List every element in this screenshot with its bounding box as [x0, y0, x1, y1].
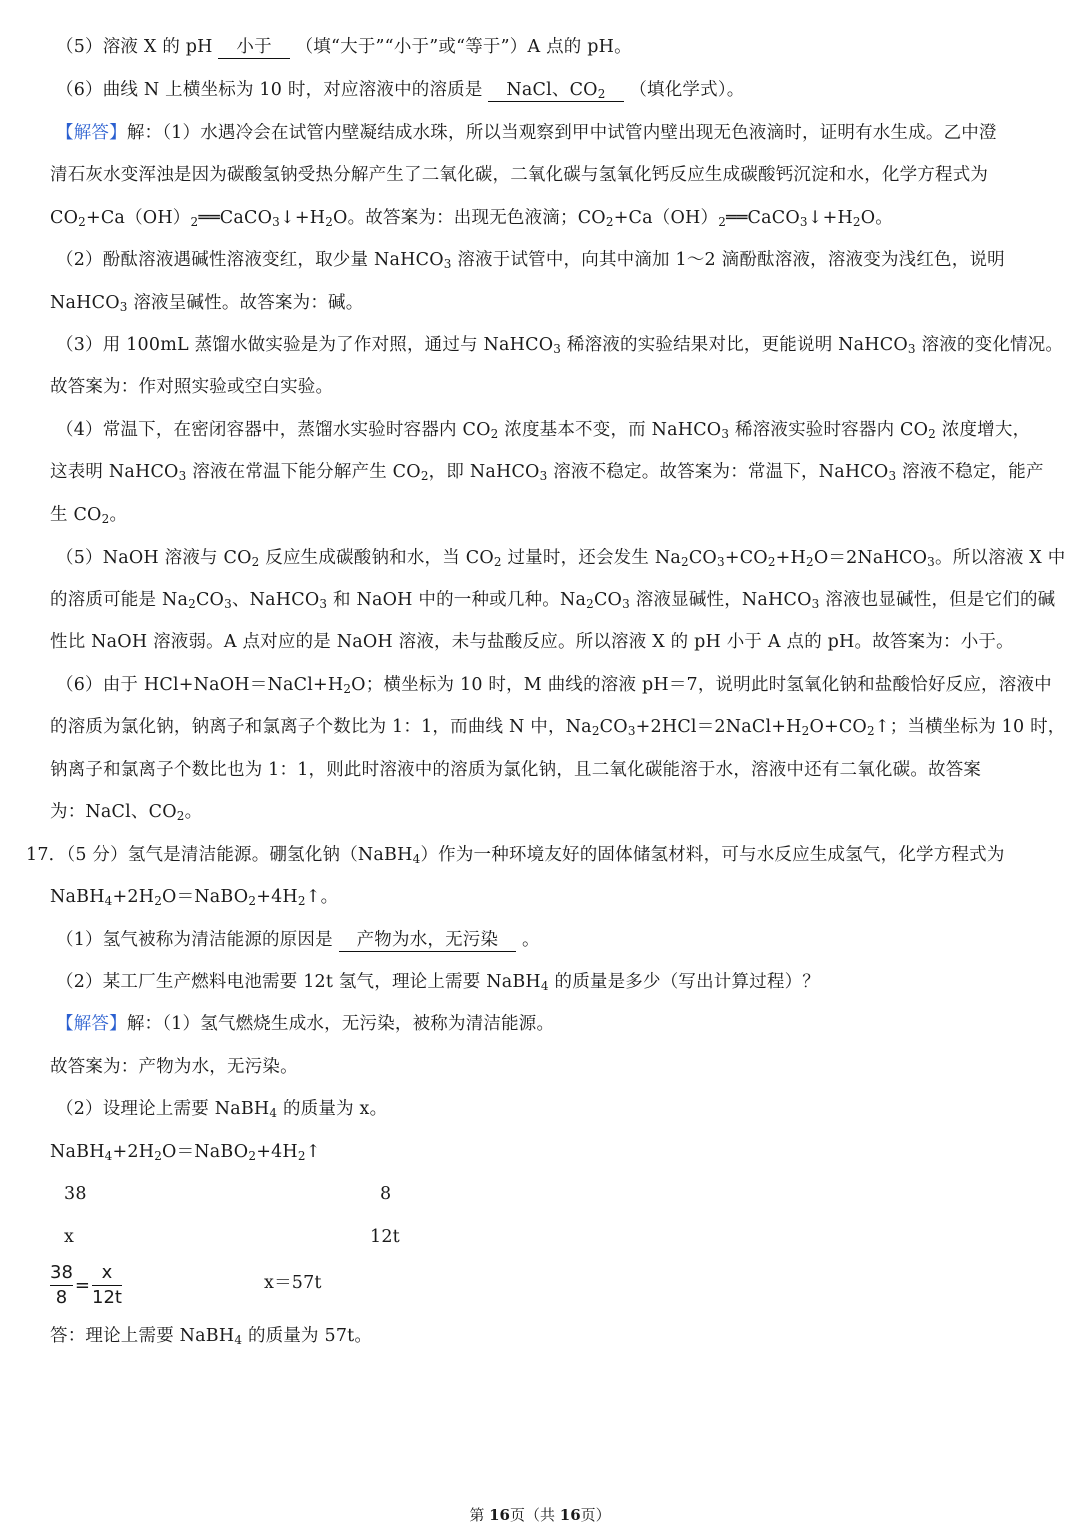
question-17-part-2: （2）某工厂生产燃料电池需要 12t 氢气，理论上需要 NaBH$_4$ 的质量是多少（写出计算过程）？: [56, 972, 820, 993]
solution-line: 【解答】解：（1）水遇冷会在试管内壁凝结成水珠，所以当观察到甲中试管内壁出现无色液滴时，证明有水生成。乙中澄: [56, 123, 997, 143]
paragraph-line: （2）酚酞溶液遇碱性溶液变红，取少量 NaHCO$_3$ 溶液于试管中，向其中滴加 1～2 滴酚酞溶液，溶液变为浅红色，说明: [56, 250, 1005, 271]
chemical-equation-line: $NaBH_4+2H_2O=NaBO_2+4H_2↑$。: [50, 887, 339, 908]
fraction-left: $\frac{38}{8}$: [50, 1262, 73, 1308]
mass-ratio-right: 8: [380, 1184, 392, 1204]
paragraph-line: （4）常温下，在密闭容器中，蒸馏水实验时容器内 $CO_2$ 浓度基本不变，而 NaHCO$_3$ 稀溶液实验时容器内 $CO_2$ 浓度增大，: [56, 420, 1031, 441]
paragraph-line: （3）用 100mL 蒸馏水做实验是为了作对照，通过与 NaHCO$_3$ 稀溶液的实验结果对比，更能说明 NaHCO$_3$ 溶液的变化情况。: [56, 335, 1064, 356]
page-footer: 第 16页（共 16页）: [469, 1506, 611, 1524]
total-pages: 16: [559, 1506, 581, 1524]
paragraph-line: （5）NaOH 溶液与 $CO_2$ 反应生成碳酸钠和水，当 $CO_2$ 过量时，还会发生 $Na_2CO_3+CO_2+H_2O=2NaHCO_3$。所以溶液 X 中: [56, 548, 1066, 569]
chemical-equation-line: $CO_2+Ca(OH)_2══CaCO_3↓+H_2O$。故答案为：出现无色液滴；$CO_2+Ca(OH)_2══CaCO_3↓+H_2O$。: [50, 208, 893, 229]
answer-tag: 【解答】: [56, 1014, 127, 1034]
question-17-heading: 17．（5 分）氢气是清洁能源。硼氢化钠（NaBH$_4$）作为一种环境友好的固体储氢材料，可与水反应生成氢气，化学方程式为: [26, 845, 1005, 866]
known-right: 12t: [370, 1227, 400, 1247]
solution-line: （2）设理论上需要 NaBH$_4$ 的质量为 x。: [56, 1099, 388, 1120]
question-6-line: （6）曲线 N 上横坐标为 10 时，对应溶液中的溶质是 NaCl、$CO_2$ （填化学式）。: [56, 80, 745, 101]
paragraph-line: 生 $CO_2$。: [50, 505, 128, 526]
paragraph-line: 的溶质可能是 $Na_2CO_3$、NaHCO$_3$ 和 NaOH 中的一种或几种。$Na_2CO_3$ 溶液显碱性，NaHCO$_3$ 溶液也显碱性，但是它们的碱: [50, 590, 1056, 611]
question-5-line: （5）溶液 X 的 pH 小于 （填“大于”“小于”或“等于”）A 点的 pH。: [56, 37, 632, 57]
solution-line: 清石灰水变浑浊是因为碳酸氢钠受热分解产生了二氧化碳，二氧化碳与氢氧化钙反应生成碳酸钙沉淀和水，化学方程式为: [50, 165, 989, 185]
answer-blank: 产物为水，无污染: [339, 929, 517, 952]
solution-line: 故答案为：产物为水，无污染。: [50, 1057, 298, 1077]
paragraph-line: 故答案为：作对照实验或空白实验。: [50, 377, 334, 397]
fraction-right: $\frac{x}{12t}$: [92, 1262, 122, 1308]
paragraph-line: （6）由于 $HCl+NaOH=NaCl+H_2O$；横坐标为 10 时，M 曲线的溶液 pH＝7，说明此时氢氧化钠和盐酸恰好反应，溶液中: [56, 675, 1052, 696]
answer-tag: 【解答】: [56, 123, 127, 143]
paragraph-line: NaHCO$_3$ 溶液呈碱性。故答案为：碱。: [50, 293, 364, 314]
paragraph-line: 这表明 NaHCO$_3$ 溶液在常温下能分解产生 $CO_2$，即 NaHCO$_3$ 溶液不稳定。故答案为：常温下，NaHCO$_3$ 溶液不稳定，能产: [50, 462, 1044, 483]
paragraph-line: 为：NaCl、$CO_2$。: [50, 802, 203, 823]
chemical-equation-line: $NaBH_4+2H_2O=NaBO_2+4H_2↑$: [50, 1142, 321, 1163]
final-answer-line: 答：理论上需要 NaBH$_4$ 的质量为 57t。: [50, 1326, 373, 1347]
proportion-equation: $\frac{38}{8}$ = $\frac{x}{12t}$: [50, 1262, 122, 1308]
result-value: x＝57t: [264, 1273, 322, 1293]
paragraph-line: 的溶质为氯化钠，钠离子和氯离子个数比为 1：1，而曲线 N 中，$Na_2CO_3+2HCl=2NaCl+H_2O+CO_2↑$；当横坐标为 10 时，: [50, 717, 1066, 738]
mass-ratio-left: 38: [64, 1184, 87, 1204]
question-17-part-1: （1）氢气被称为清洁能源的原因是 产物为水，无污染 。: [56, 930, 540, 950]
answer-blank: NaCl、$CO_2$: [488, 79, 623, 102]
solution-line: 【解答】解：（1）氢气燃烧生成水，无污染，被称为清洁能源。: [56, 1014, 555, 1034]
paragraph-line: 钠离子和氯离子个数比也为 1：1，则此时溶液中的溶质为氯化钠，且二氧化碳能溶于水，溶液中还有二氧化碳。故答案: [50, 760, 982, 780]
answer-blank: 小于: [218, 36, 289, 59]
page-number: 16: [489, 1506, 510, 1524]
unknown-left: x: [64, 1227, 75, 1247]
paragraph-line: 性比 NaOH 溶液弱。A 点对应的是 NaOH 溶液，未与盐酸反应。所以溶液 X 的 pH 小于 A 点的 pH。故答案为：小于。: [50, 632, 1014, 652]
